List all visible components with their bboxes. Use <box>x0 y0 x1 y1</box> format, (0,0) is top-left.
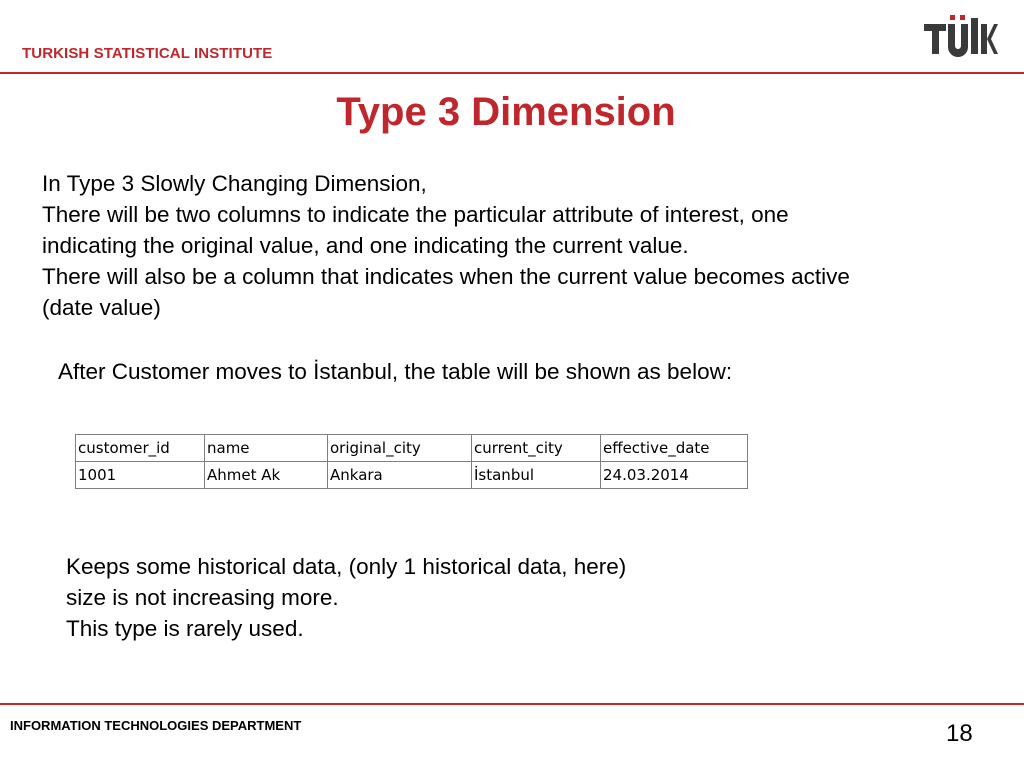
footer-divider <box>0 703 1024 705</box>
organization-name: TURKISH STATISTICAL INSTITUTE <box>22 45 273 62</box>
intro-line: There will also be a column that indicates when the current value becomes active <box>42 264 850 289</box>
table-cell: Ankara <box>328 462 472 489</box>
note-line: Keeps some historical data, (only 1 historical data, here) <box>66 554 627 579</box>
table-cell: 1001 <box>76 462 205 489</box>
notes-paragraph <box>66 551 626 644</box>
table-row <box>76 462 748 489</box>
tuik-logo <box>922 14 998 58</box>
intro-line: There will be two columns to indicate the particular attribute of interest, one <box>42 202 789 227</box>
table-header-row <box>76 435 748 462</box>
table-header-cell: original_city <box>328 435 472 462</box>
page-number: 18 <box>946 720 973 747</box>
intro-line: indicating the original value, and one indicating the current value. <box>42 233 689 258</box>
intro-line: (date value) <box>42 295 161 320</box>
table-cell: Ahmet Ak <box>205 462 328 489</box>
table-header-cell: name <box>205 435 328 462</box>
table-header-cell: customer_id <box>76 435 205 462</box>
table-header-cell: effective_date <box>601 435 748 462</box>
slide-title: Type 3 Dimension <box>336 90 676 134</box>
table-cell: 24.03.2014 <box>601 462 748 489</box>
table-cell: İstanbul <box>472 462 601 489</box>
after-move-text: After Customer moves to İstanbul, the table will be shown as below: <box>58 359 733 384</box>
intro-paragraph <box>42 168 992 323</box>
note-line: This type is rarely used. <box>66 616 304 641</box>
header-divider <box>0 72 1024 74</box>
intro-line: In Type 3 Slowly Changing Dimension, <box>42 171 427 196</box>
note-line: size is not increasing more. <box>66 585 339 610</box>
table-header-cell: current_city <box>472 435 601 462</box>
department-name: INFORMATION TECHNOLOGIES DEPARTMENT <box>10 718 302 733</box>
customer-dimension-table <box>75 434 748 489</box>
